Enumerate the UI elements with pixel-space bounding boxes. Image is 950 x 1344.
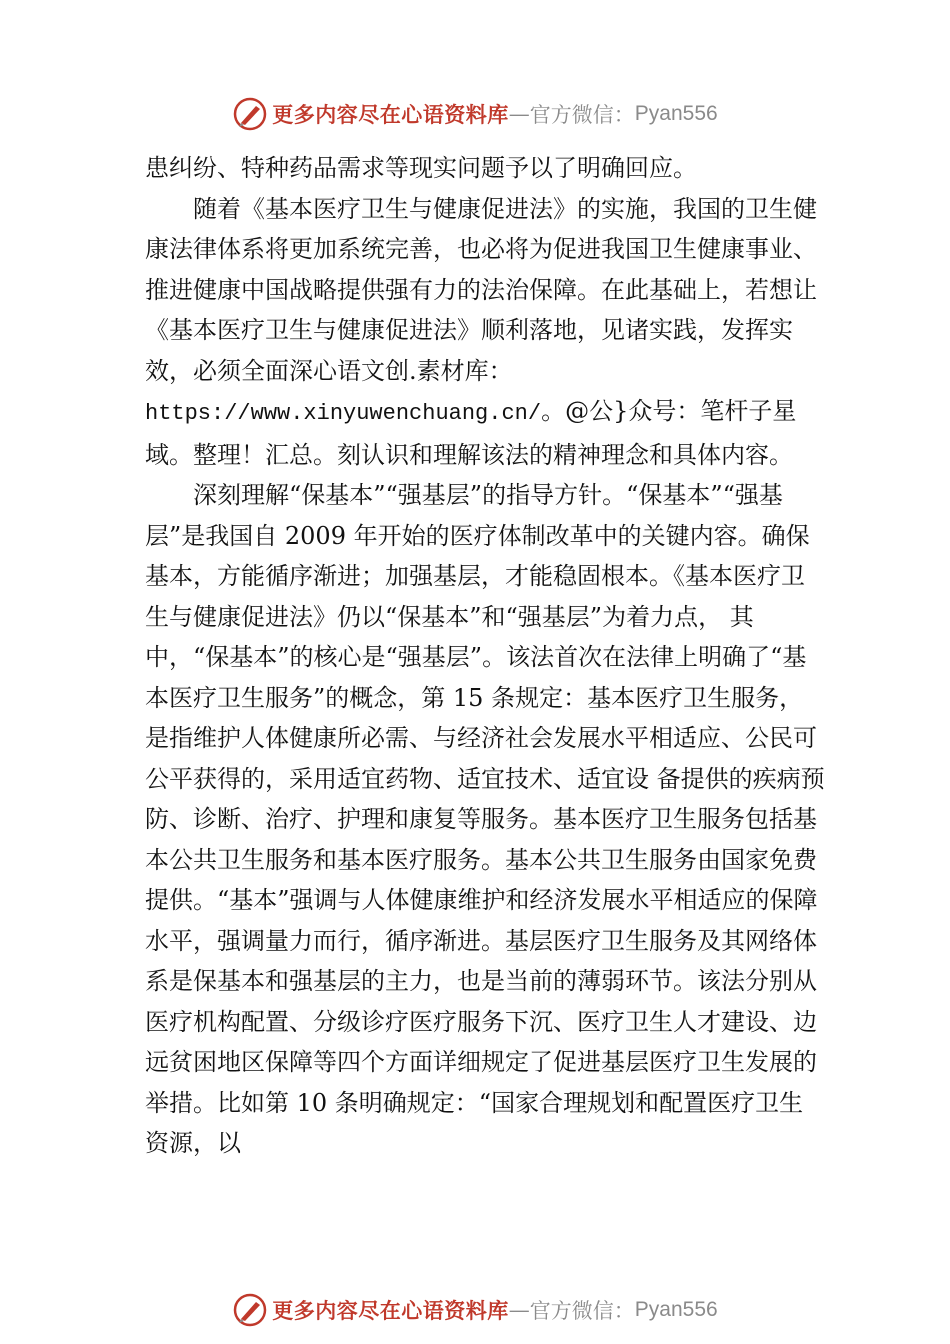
footer-banner [0,1290,950,1330]
paragraph-2 [145,189,825,476]
header-wechat-id: Pyan556 [634,102,718,125]
paragraph-1: 患纠纷、特种药品需求等现实问题予以了明确回应。 [145,154,697,182]
header-banner [0,94,950,134]
footer-wechat-label: 官方微信： [529,1299,635,1323]
paragraph-3: 深刻理解“保基本”“强基层”的指导方针。“保基本”“强基层”是我国自 2009 年开始的医疗体制改革中的关键内容。确保基本，方能循序渐进；加强基层，才能稳固根本。《基本医疗卫生与健康促进法》仍以“保基本”和“强基层”为着力点， 其中，“保基本”的核心是“强基层”。该法首次在法律上明确了“基本医疗卫生服务”的概念，第 15 条规定：基本医疗卫生服务，是指维护人体健康所必需、与经济社会发展水平相适应、公民可公平获得的，采用适宜药物、适宜技术、适宜设 备提供的疾病预防、诊断、治疗、护理和康复等服务。基本医疗卫生服务包括基本公共卫生服务和基本医疗服务。基本公共卫生服务由国家免费提供。“基本”强调与人体健康维护和经济发展水平相适应的保障水平，强调量力而行，循序渐进。基层医疗卫生服务及其网络体系是保基本和强基层的主力，也是当前的薄弱环节。该法分别从医疗机构配置、分级诊疗医疗服务下沉、医疗卫生人才建设、边远贫困地区保障等四个方面详细规定了促进基层医疗卫生发展的举措。比如第 10 条明确规定：“国家合理规划和配置医疗卫生资源，以 [145,481,825,1157]
paragraph-2-text-a: 随着《基本医疗卫生与健康促进法》的实施，我国的卫生健康法律体系将更加系统完善，也必将为促进我国卫生健康事业、推进健康中国战略提供强有力的法治保障。在此基础上，若想让《基本医疗卫生与健康促进法》顺利落地，见诸实践，发挥实效，必须全面深心语文创.素材库： [145,194,817,385]
header-separator: — [508,102,530,126]
pen-logo-icon [232,96,268,132]
header-wechat-label: 官方微信： [529,103,635,127]
footer-separator: — [508,1298,530,1322]
footer-wechat-id: Pyan556 [634,1298,718,1321]
paragraph-2-text-b: 。@公}众号：笔杆子星域。整理！汇总。刻认识和理解该法的精神理念和具体内容。 [145,397,797,469]
header-brand: 更多内容尽在心语资料库 [272,102,509,127]
footer-brand: 更多内容尽在心语资料库 [272,1298,509,1323]
paragraph-2-url: https://www.xinyuwenchuang.cn/ [145,401,542,426]
document-body [145,148,825,1164]
pen-logo-icon [232,1292,268,1328]
